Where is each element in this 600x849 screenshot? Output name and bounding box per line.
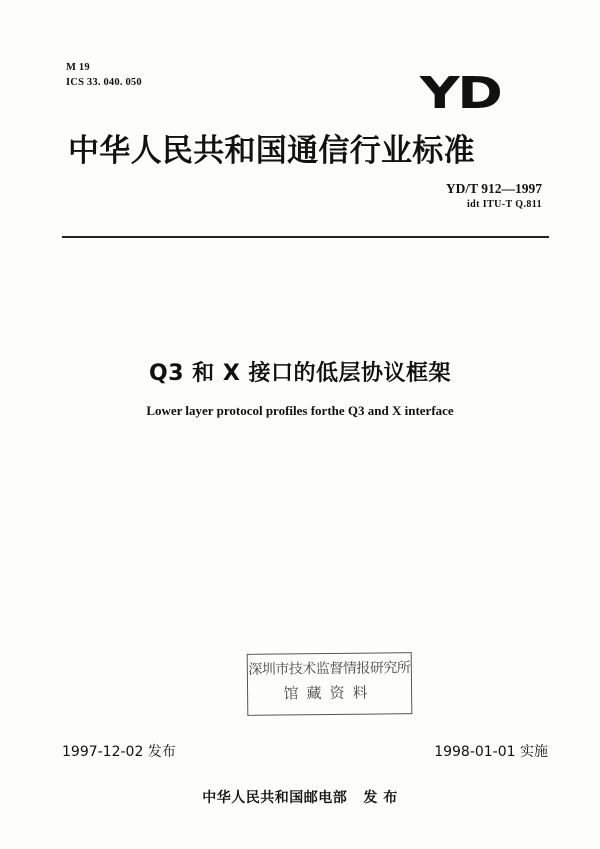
identical-standard: idt ITU-T Q.811 bbox=[467, 199, 542, 210]
yd-logo: YD bbox=[419, 68, 500, 119]
classification-block bbox=[66, 60, 142, 90]
standard-number: YD/T 912—1997 bbox=[445, 181, 542, 196]
document-title-en: Lower layer protocol profiles forthe Q3 and X interface bbox=[146, 403, 454, 418]
header-divider bbox=[62, 236, 549, 238]
stamp-line-1: 深圳市技术监督情报研究所 bbox=[248, 660, 411, 678]
standard-title: 中华人民共和国通信行业标准 bbox=[68, 133, 475, 169]
stamp-line-2: 馆藏资料 bbox=[283, 683, 376, 703]
library-stamp bbox=[247, 652, 413, 716]
document-title-cn: Q3 和 X 接口的低层协议框架 bbox=[149, 361, 451, 386]
implementation-date: 1998-01-01 实施 bbox=[434, 744, 548, 760]
ccs-code: M 19 bbox=[66, 62, 90, 73]
ics-code: ICS 33. 040. 050 bbox=[66, 77, 142, 88]
issue-date: 1997-12-02 发布 bbox=[62, 744, 176, 760]
publisher: 中华人民共和国邮电部 发 布 bbox=[202, 790, 398, 806]
standard-number-block bbox=[446, 180, 542, 212]
